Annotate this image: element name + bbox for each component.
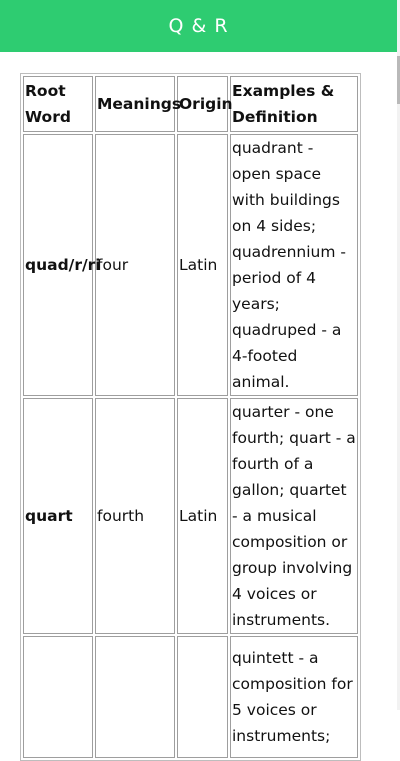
- table-row: [23, 398, 358, 634]
- cell-meaning: four: [95, 134, 175, 396]
- cell-origin: Latin: [177, 398, 228, 634]
- app-bar: [0, 0, 397, 52]
- cell-examples: quarter - one fourth; quart - a fourth of a gallon; quartet - a musical composition or group involving 4 voices or instruments.: [230, 398, 358, 634]
- header-root-word: Root Word: [23, 76, 93, 132]
- content-area: [20, 73, 361, 761]
- cell-examples: quadrant - open space with buildings on 4 sides; quadrennium - period of 4 years; quadruped - a 4-footed animal.: [230, 134, 358, 396]
- header-origin: Origin: [177, 76, 228, 132]
- header-examples-definition: Examples & Definition: [230, 76, 358, 132]
- cell-origin: [177, 636, 228, 758]
- cell-root: quart: [23, 398, 93, 634]
- cell-examples: quintett - a composition for 5 voices or instruments;: [230, 636, 358, 758]
- cell-meaning: [95, 636, 175, 758]
- cell-root: quad/r/ri: [23, 134, 93, 396]
- header-meanings: Meanings: [95, 76, 175, 132]
- cell-root: [23, 636, 93, 758]
- cell-meaning: fourth: [95, 398, 175, 634]
- app-title: Q & R: [168, 15, 229, 37]
- table-row: [23, 636, 358, 758]
- cell-origin: Latin: [177, 134, 228, 396]
- table-header-row: [23, 76, 358, 132]
- table-row: [23, 134, 358, 396]
- root-words-table: [20, 73, 361, 761]
